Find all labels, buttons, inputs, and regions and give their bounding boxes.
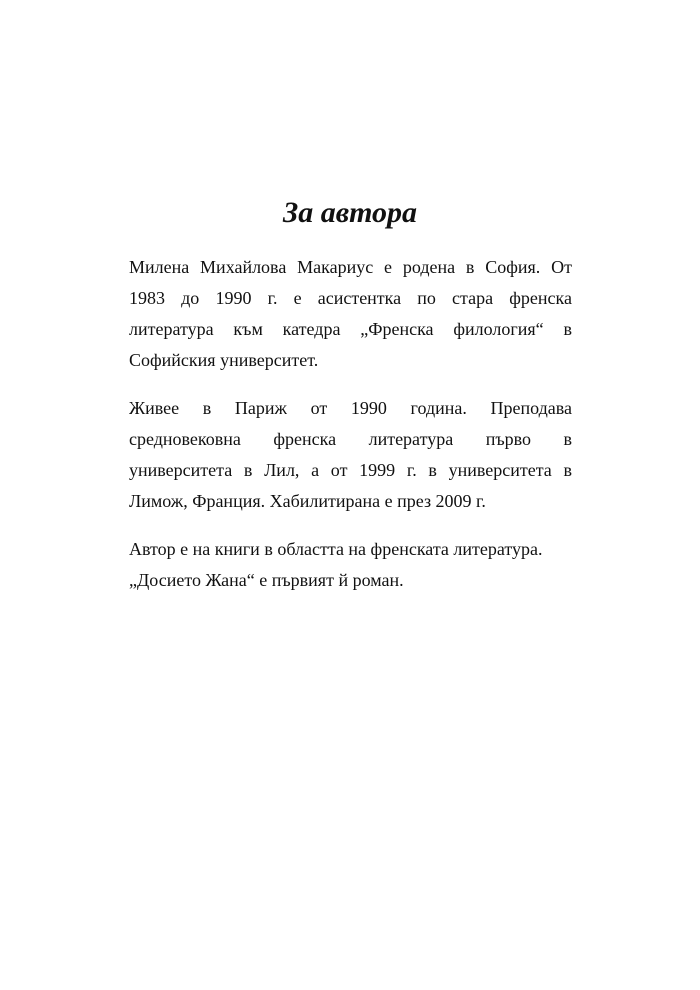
paragraph-line: средновековна френска литература първо в [129, 429, 572, 449]
bio-paragraph-2 [129, 393, 572, 517]
paragraph-line: Автор е на книги в областта на френската литература. [129, 539, 543, 559]
paragraph-line: Милена Михайлова Макариус е родена в София. От [129, 257, 572, 277]
paragraph-line: Лимож, Франция. Хабилитирана е през 2009 г. [129, 491, 486, 511]
paragraph-line: Софийския университет. [129, 350, 319, 370]
bio-paragraph-1 [129, 252, 572, 376]
paragraph-line: „Досието Жана“ е първият й роман. [129, 570, 404, 590]
paragraph-line: литература към катедра „Френска филология“ в [129, 319, 572, 339]
paragraph-line: 1983 до 1990 г. е асистентка по стара френска [129, 288, 572, 308]
page-title: За автора [282, 196, 418, 229]
paragraph-line: университета в Лил, а от 1999 г. в университета в [129, 460, 572, 480]
bio-paragraph-3 [129, 534, 572, 596]
author-bio [129, 252, 572, 613]
paragraph-line: Живее в Париж от 1990 година. Преподава [129, 398, 572, 418]
